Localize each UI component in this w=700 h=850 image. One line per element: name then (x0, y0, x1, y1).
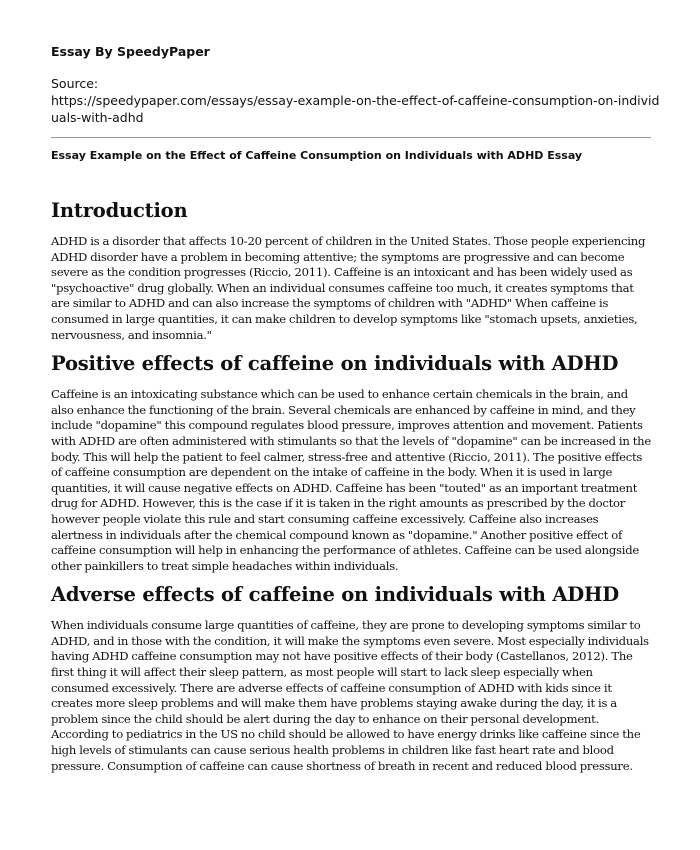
section-positive-effects (51, 351, 651, 574)
source-url[interactable]: https://speedypaper.com/essays/essay-example-on-the-effect-of-caffeine-consumption-on-individuals-with-adhd (51, 93, 660, 125)
section-paragraph: ADHD is a disorder that affects 10-20 percent of children in the United States. Those people experiencing ADHD disorder have a problem in becoming attentive; the symptoms are progressive and can become severe as the condition progresses (Riccio, 2011). Caffeine is an intoxicant and has been widely used as "psychoactive" drug globally. When an individual consumes caffeine too much, it creates symptoms that are similar to ADHD and can also increase the symptoms of children with "ADHD" When caffeine is consumed in large quantities, it can make children to develop symptoms like "stomach upsets, anxieties, nervousness, and insomnia." (51, 234, 646, 342)
document-title: Essay Example on the Effect of Caffeine Consumption on Individuals with ADHD Essay (51, 149, 583, 162)
source-label: Source: (51, 76, 99, 91)
section-paragraph: When individuals consume large quantities of caffeine, they are prone to developing symptoms similar to ADHD, and in those with the condition, it will make the symptoms even severe. Most especially individuals having ADHD caffeine consumption may not have positive effects of their body (Castellanos, 2012). The first thing it will affect their sleep pattern, as most people will start to lack sleep especially when consumed excessively. There are adverse effects of caffeine consumption of ADHD with kids since it creates more sleep problems and will make them have problems staying awake during the day, it is a problem since the child should be alert during the day to enhance on their personal development. According to pediatrics in the US no child should be allowed to have energy drinks like caffeine since the high levels of stimulants can cause serious health problems in children like fast heart rate and blood pressure. Consumption of caffeine can cause shortness of breath in recent and reduced blood pressure. (51, 618, 649, 773)
section-introduction (51, 198, 651, 343)
document-body (51, 198, 651, 782)
section-adverse-effects (51, 582, 651, 774)
source-block (51, 75, 661, 126)
section-heading: Introduction (51, 199, 188, 222)
section-paragraph: Caffeine is an intoxicating substance which can be used to enhance certain chemicals in the brain, and also enhance the functioning of the brain. Several chemicals are enhanced by caffeine in mind, and they include "dopamine" this compound regulates blood pressure, improves attention and movement. Patients with ADHD are often administered with stimulants so that the levels of "dopamine" can be increased in the body. This will help the patient to feel calmer, stress-free and attentive (Riccio, 2011). The positive effects of caffeine consumption are dependent on the intake of caffeine in the body. When it is used in large quantities, it will cause negative effects on ADHD. Caffeine has been "touted" as an important treatment drug for ADHD. However, this is the case if it is taken in the right amounts as prescribed by the doctor however people violate this rule and start consuming caffeine excessively. Caffeine also increases alertness in individuals after the chemical compound known as "dopamine." Another positive effect of caffeine consumption will help in enhancing the performance of athletes. Caffeine can be used alongside other painkillers to treat simple headaches within individuals. (51, 387, 651, 573)
brand-label: Essay By SpeedyPaper (51, 44, 210, 59)
section-heading: Positive effects of caffeine on individuals with ADHD (51, 352, 619, 376)
header-divider (51, 137, 651, 138)
section-heading: Adverse effects of caffeine on individuals with ADHD (51, 583, 619, 607)
